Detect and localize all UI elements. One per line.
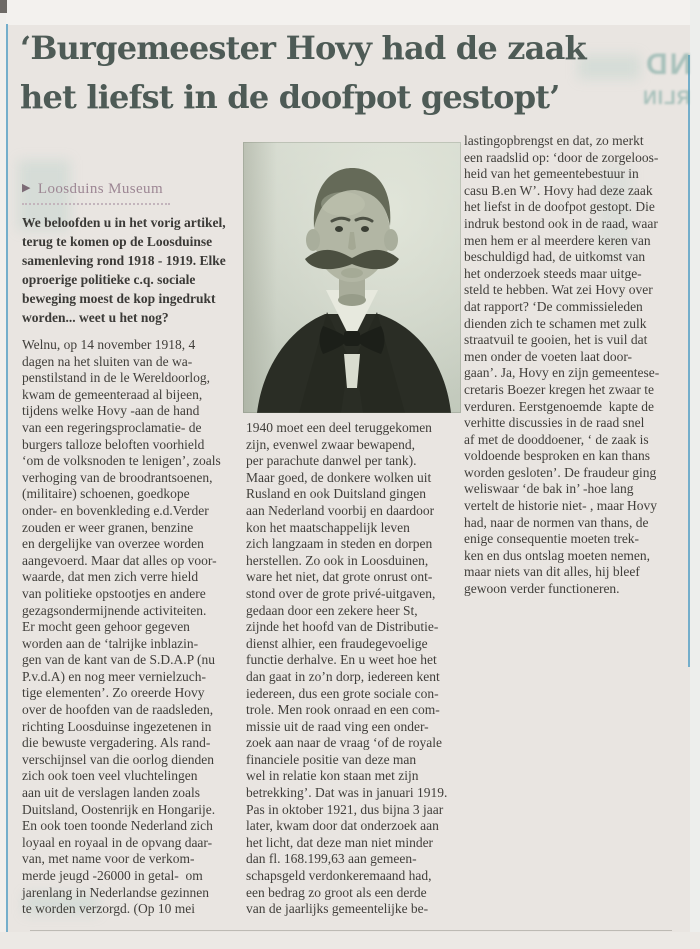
portrait-photo-illustration xyxy=(243,142,461,413)
kicker xyxy=(22,181,163,198)
scan-corner-artifact xyxy=(0,0,7,13)
ink-bleed-smudge xyxy=(578,55,640,79)
scan-edge-left xyxy=(6,24,8,949)
kicker-dotted-rule xyxy=(22,203,170,205)
bleedthrough-text: ND xyxy=(644,48,692,81)
paper-top-margin xyxy=(0,0,700,25)
article-headline: ‘Burgemeester Hovy had de zaak het liefst in de doofpot gestopt’ xyxy=(20,29,586,116)
kicker-label: Loosduins Museum xyxy=(37,181,164,197)
paper-bottom-margin xyxy=(0,932,700,949)
paper-right-margin xyxy=(690,0,700,949)
body-column-middle: 1940 moet een deel teruggekomen zijn, evenwel zwaar bewapend, per parachute danwel per tank). Maar goed, de donkere wolken uit Rusland en ook Duitsland gingen aan Nederland voorbij en daardoor kon het maatschappelijk leven zich langzaam in steden en dorpen herstellen. Zo ook in Loosduinen, ware het niet, dat grote onrust ont- stond over de grote privé-uitgaven, gedaan door een zekere heer St, zijnde het hoofd van de Distributie- dienst alhier, een fraudegevoelige functie derhalve. En u weet hoe het dan gaat in zo’n dorp, iedereen kent iedereen, dus een grote sociale con- trole. Men rook onraad en een com- missie uit de raad ving een onder- zoek aan naar de vraag ‘of de royale financiele positie van deze man wel in relatie kon staan met zijn betrekking’. Dat was in januari 1919. Pas in oktober 1921, dus bijna 3 jaar later, kwam door dat onderzoek aan het licht, dat deze man niet minder dan fl. 168.199,63 aan gemeen- schapsgeld verdonkeremaand had, een bedrag zo groot als een derde van de jaarlijks gemeentelijke be- xyxy=(246,420,448,917)
portrait-photo xyxy=(243,142,461,413)
scan-edge-right xyxy=(688,55,690,667)
standfirst: We beloofden u in het vorig artikel, terug te komen op de Loosduinse samenleving rond 1918 - 1919. Elke oproerige politieke c.q. sociale beweging moest de kop ingedrukt worden... weet u het nog? xyxy=(22,215,226,325)
bleedthrough-text: RLIN xyxy=(642,88,691,109)
body-column-left: Welnu, op 14 november 1918, 4 dagen na het sluiten van de wa- penstilstand in de le Wereldoorlog, kwam de gemeenteraad al bijeen, tijdens welke Hovy -aan de hand van een regeringsproclamatie- de burgers talloze beloften voorhield ‘om de volksnoden te lenigen’, zoals verhoging van de broodrantsoenen, (militaire) schoenen, goedkope onder- en bovenkleding e.d.Verder zouden er weer granen, benzine en dergelijke van overzee worden aangevoerd. Maar dat alles op voor- waarde, dat men zich verre hield van politieke opstootjes en andere gezagsondermijnende activiteiten. Er mocht geen gehoor gegeven worden aan de ‘talrijke inblazin- gen van de kant van de S.D.A.P (nu P.v.d.A) en nog meer vernielzuch- tige elementen’. Zo oreerde Hovy over de hoofden van de raadsleden, richting Loosduinse ingezetenen in die bewuste vergadering. Als rand- verschijnsel van die oorlog dienden zich ook toen veel vluchtelingen aan uit de verslagen landen zoals Duitsland, Oostenrijk en Hongarije. En ook toen toonde Nederland zich loyaal en royaal in de opvang daar- van, met name voor de verkom- merde jeugd -26000 in getal- om jarenlang in Nederlandse gezinnen te worden verzorgd. (Op 10 mei xyxy=(22,337,221,917)
article-bottom-rule xyxy=(30,930,672,931)
body-column-right: lastingopbrengst en dat, zo merkt een raadslid op: ‘door de zorgeloos- heid van het gemeentebestuur in casu B.en W’. Hovy had deze zaak het liefst in de doofpot gestopt. Die indruk bestond ook in de raad, waar men hem er al meerdere keren van beschuldigd had, de uitkomst van het onderzoek steeds maar uitge- steld te hebben. Wat zei Hovy over dat rapport? ‘De commissieleden dienden zich te schamen met zulk straatvuil te gooien, het is vuil dat men onder de voeten laat door- gaan’. Ja, Hovy en zijn gemeentese- cretaris Boezer kregen het zwaar te verduren. Eerstgenoemde kapte de verhitte discussies in de raad snel af met de dooddoener, ‘ de zaak is voldoende besproken en kan thans worden gesloten’. De fraudeur ging weliswaar ‘de bak in’ -hoe lang vertelt de historie niet- , maar Hovy had, naar de normen van thans, de enige consequentie moeten trek- ken en dus ontslag moeten nemen, maar niets van dit alles, hij bleef gewoon verder functioneren. xyxy=(464,133,660,597)
kicker-arrow-icon: ▶ xyxy=(22,182,31,194)
